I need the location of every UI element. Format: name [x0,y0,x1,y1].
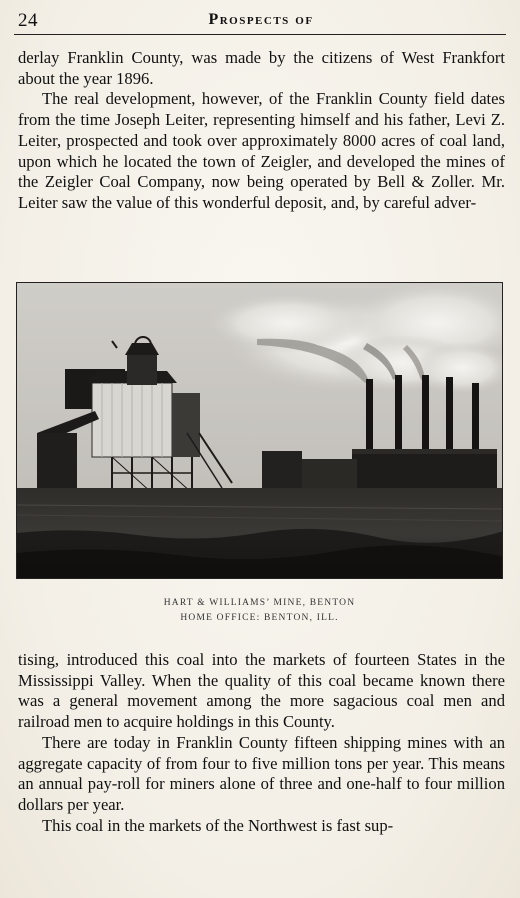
paragraph: There are today in Franklin County fifteen shipping mines with an aggregate capacity of from four to five million tons per year. This means an annual pay-roll for miners alone of three and one-half to four million dollars per year. [18,732,505,814]
page-header [18,10,504,32]
mine-photograph [16,282,503,579]
header-rule [14,34,506,35]
paragraph: This coal in the markets of the Northwest is fast sup- [42,815,394,835]
paragraph: derlay Franklin County, was made by the citizens of West Frankfort about the year 1896. [18,48,505,88]
text-block-bottom [18,650,505,836]
text-block-top [18,48,505,214]
page-number: 24 [18,10,38,31]
mine-photo-illustration [17,283,503,579]
caption-line-2: HOME OFFICE: BENTON, ILL. [180,613,339,623]
paragraph: tising, introduced this coal into the markets of fourteen States in the Mississippi Valley. When the quality of this coal became known there was a general movement among the more sagacious coal men and railroad men to acquire holdings in this County. [18,650,505,732]
figure-caption [16,596,503,626]
caption-line-1: HART & WILLIAMS’ MINE, BENTON [163,598,356,608]
running-head: Prospects of [208,11,314,28]
paragraph: The real development, however, of the Franklin County field dates from the time Joseph Leiter, representing himself and his father, Levi Z. Leiter, prospected and took over approximately 8000 acres of coal land, upon which he located the town of Zeigler, and developed the mines of the Zeigler Coal Company, now being operated by Bell & Zoller. Mr. Leiter saw the value of this wonderful deposit, and, by careful adver- [18,89,505,212]
